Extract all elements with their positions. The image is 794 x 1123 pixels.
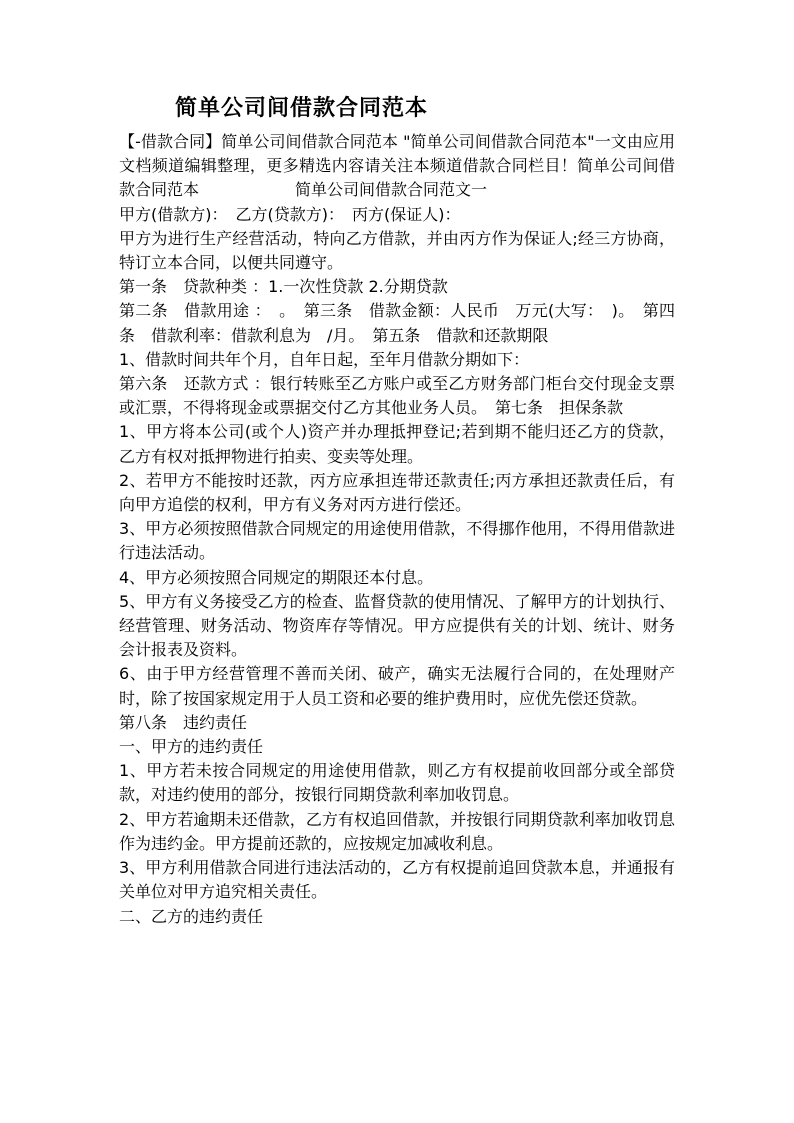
document-title: 简单公司间借款合同范本 — [175, 96, 429, 121]
contract-paragraph: 第八条 违约责任 — [119, 712, 248, 732]
intro-paragraph: 【-借款合同】简单公司间借款合同范本 "简单公司间借款合同范本"一文由应用文档频道编辑整理，更多精选内容请关注本频道借款合同栏目！简单公司间借款合同范本 简单公司间借款合同范文一 — [119, 132, 675, 200]
contract-paragraph: 2、若甲方不能按时还款，丙方应承担连带还款责任;丙方承担还款责任后，有向甲方追偿的权利，甲方有义务对丙方进行偿还。 — [119, 470, 675, 515]
contract-paragraph: 1、甲方将本公司(或个人)资产并办理抵押登记;若到期不能归还乙方的贷款，乙方有权对抵押物进行拍卖、变卖等处理。 — [119, 422, 675, 466]
contract-paragraph: 3、甲方利用借款合同进行违法活动的，乙方有权提前追回贷款本息，并通报有关单位对甲方追究相关责任。 — [119, 858, 675, 902]
contract-paragraph: 5、甲方有义务接受乙方的检查、监督贷款的使用情况、了解甲方的计划执行、经营管理、财务活动、物资库存等情况。甲方应提供有关的计划、统计、财务会计报表及资料。 — [119, 591, 675, 660]
contract-paragraph: 4、甲方必须按照合同规定的期限还本付息。 — [119, 567, 434, 587]
contract-paragraph: 甲方为进行生产经营活动，特向乙方借款，并由丙方作为保证人;经三方协商，特订立本合同，以便共同遵守。 — [119, 228, 675, 273]
contract-paragraph: 6、由于甲方经营管理不善而关闭、破产，确实无法履行合同的，在处理财产时，除了按国家规定用于人员工资和必要的维护费用时，应优先偿还贷款。 — [119, 664, 675, 708]
contract-paragraph: 第二条 借款用途 ： 。 第三条 借款金额：人民币 万元(大写： )。 第四条 借款利率：借款利息为 /月。 第五条 借款和还款期限 — [119, 301, 675, 345]
contract-paragraph: 第一条 贷款种类 ：1.一次性贷款 2.分期贷款 — [119, 277, 448, 297]
contract-paragraph: 3、甲方必须按照借款合同规定的用途使用借款，不得挪作他用，不得用借款进行违法活动。 — [119, 519, 675, 563]
contract-paragraph: 1、甲方若未按合同规定的用途使用借款，则乙方有权提前收回部分或全部贷款，对违约使用的部分，按银行同期贷款利率加收罚息。 — [119, 761, 675, 805]
contract-paragraph: 第六条 还款方式 ：银行转账至乙方账户或至乙方财务部门柜台交付现金支票或汇票，不得将现金或票据交付乙方其他业务人员。 第七条 担保条款 — [119, 374, 675, 418]
document-page — [119, 93, 675, 929]
contract-paragraph: 二、乙方的违约责任 — [119, 906, 264, 926]
contract-paragraph: 一、甲方的违约责任 — [119, 737, 264, 757]
contract-paragraph: 2、甲方若逾期未还借款，乙方有权追回借款，并按银行同期贷款利率加收罚息作为违约金。甲方提前还款的，应按规定加减收利息。 — [119, 809, 675, 853]
contract-paragraph: 甲方(借款方)： 乙方(贷款方)： 丙方(保证人)： — [119, 204, 461, 224]
contract-paragraph: 1、借款时间共年个月，自年日起，至年月借款分期如下： — [119, 349, 530, 369]
